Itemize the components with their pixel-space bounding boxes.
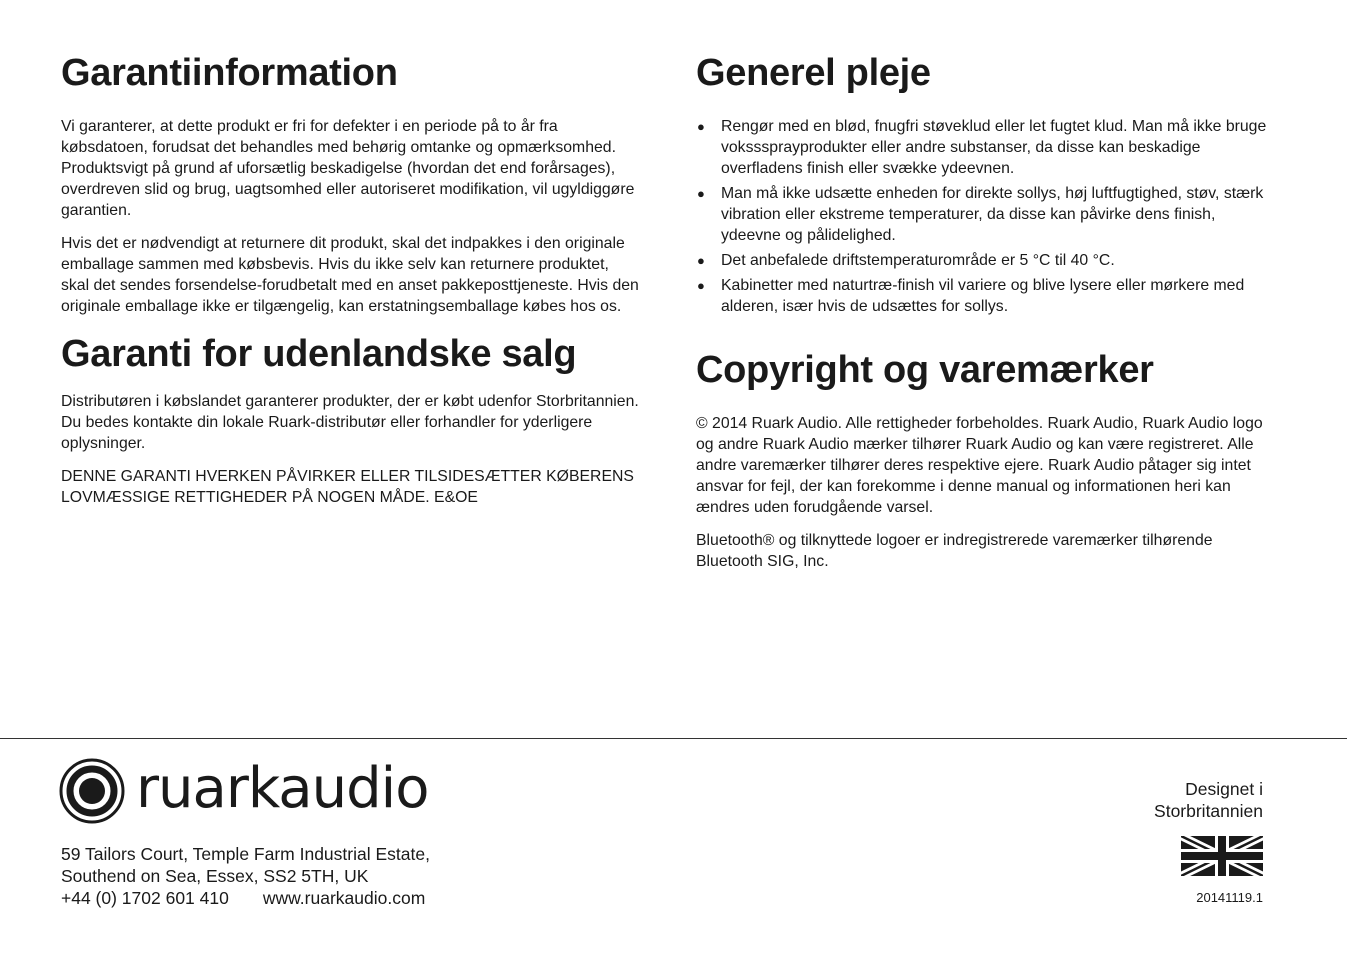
logo-wordmark: ruarkaudio [136, 756, 429, 821]
contact-line [61, 887, 430, 909]
care-item-text: Det anbefalede driftstemperaturområde er 5 °C til 40 °C. [721, 252, 1115, 269]
designed-line-2: Storbritannien [1154, 801, 1263, 821]
document-code: 20141119.1 [1196, 890, 1263, 905]
list-item [696, 183, 1276, 246]
phone-number: +44 (0) 1702 601 410 [61, 888, 229, 908]
general-care-heading: Generel pleje [696, 52, 931, 94]
copyright-paragraph-2: Bluetooth® og tilknyttede logoer er indregistrerede varemærker tilhørende Bluetooth SIG, Inc. [696, 532, 1213, 570]
ruark-logo [58, 757, 438, 825]
bullet-icon: ● [697, 186, 705, 201]
foreign-sales-paragraph-2: DENNE GARANTI HVERKEN PÅVIRKER ELLER TILSIDESÆTTER KØBERENS LOVMÆSSIGE RETTIGHEDER PÅ NOGEN MÅDE. E&OE [61, 468, 634, 506]
list-item [696, 116, 1276, 179]
care-item-text: Kabinetter med naturtræ-finish vil variere og blive lysere eller mørkere med alderen, især hvis de udsættes for sollys. [721, 277, 1245, 315]
care-list [696, 116, 1276, 317]
designed-line-1: Designet i [1185, 779, 1263, 799]
care-item-text: Man må ikke udsætte enheden for direkte sollys, høj luftfugtighed, støv, stærk vibration eller ekstreme temperaturer, da disse kan påvirke dens finish, ydeevne og pålidelighed. [721, 185, 1264, 244]
foreign-sales-paragraph-1: Distributøren i købslandet garanterer produkter, der er købt udenfor Storbritannien. Du bedes kontakte din lokale Ruark-distributør eller forhandler for yderligere oplysninger. [61, 393, 639, 452]
bullet-icon: ● [697, 119, 705, 134]
bullet-icon: ● [697, 253, 705, 268]
right-column [696, 50, 1276, 572]
designed-in-label [1154, 778, 1263, 822]
foreign-sales-heading: Garanti for udenlandske salg [61, 333, 577, 375]
care-item-text: Rengør med en blød, fnugfri støveklud eller let fugtet klud. Man må ikke bruge voksssprayprodukter eller andre substanser, da disse kan beskadige overfladens finish eller svække ydeevnen. [721, 118, 1267, 177]
warranty-heading: Garantiinformation [61, 52, 398, 94]
copyright-paragraph-1: © 2014 Ruark Audio. Alle rettigheder forbeholdes. Ruark Audio, Ruark Audio logo og andre Ruark Audio mærker tilhører Ruark Audio og kan være registreret. Alle andre varemærker tilhører deres respektive ejere. Ruark Audio påtager sig intet ansvar for fejl, der kan forekomme i denne manual og informationen heri kan ændres uden forudgående varsel. [696, 415, 1263, 516]
ruark-logo-icon [58, 757, 126, 825]
address-line-1: 59 Tailors Court, Temple Farm Industrial Estate, [61, 844, 430, 864]
warranty-paragraph-1: Vi garanterer, at dette produkt er fri for defekter i en periode på to år fra købsdatoen, forudsat det behandles med behørig omtanke og opmærksomhed. Produktsvigt på grund af uforsætlig beskadigelse (hvordan det end forårsages), overdreven slid og brug, uagtsomhed eller autoriseret modifikation, vil ugyldiggøre garantien. [61, 118, 635, 219]
list-item [696, 250, 1276, 271]
copyright-heading: Copyright og varemærker [696, 349, 1154, 391]
address-line-2: Southend on Sea, Essex, SS2 5TH, UK [61, 866, 369, 886]
list-item [696, 275, 1276, 317]
warranty-paragraph-2: Hvis det er nødvendigt at returnere dit produkt, skal det indpakkes i den originale emballage sammen med købsbevis. Hvis du ikke selv kan returnere produktet, skal det sendes forsendelse-forudbetalt med en anset pakkeposttjeneste. Hvis den originale emballage ikke er tilgængelig, kan erstatningsemballage købes hos os. [61, 235, 639, 315]
company-address [61, 843, 430, 909]
bullet-icon: ● [697, 278, 705, 293]
union-jack-icon [1181, 836, 1263, 876]
left-column [61, 50, 641, 508]
footer-divider [0, 738, 1347, 739]
website-link[interactable]: www.ruarkaudio.com [262, 888, 426, 908]
